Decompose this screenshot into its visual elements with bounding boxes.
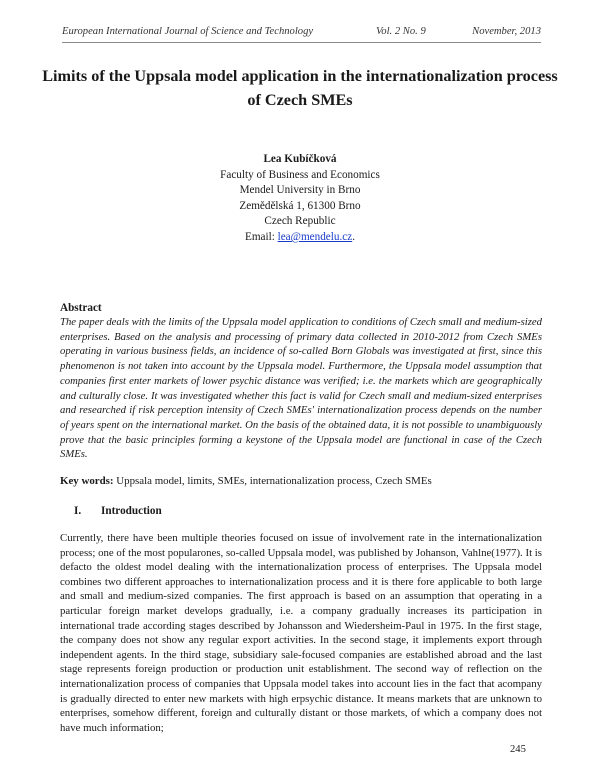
author-address: Zemědělská 1, 61300 Brno xyxy=(239,199,361,212)
email-link[interactable]: lea@mendelu.cz xyxy=(277,230,353,243)
page-number: 245 xyxy=(510,744,526,755)
keywords xyxy=(60,474,542,488)
email-suffix: . xyxy=(352,230,355,243)
author-email-line xyxy=(150,230,450,246)
journal-name: European International Journal of Science and Technology xyxy=(62,26,314,37)
section-number: I. xyxy=(74,505,82,517)
keywords-text: Uppsala model, limits, SMEs, internationalization process, Czech SMEs xyxy=(116,475,432,487)
introduction-paragraph: Currently, there have been multiple theories focused on issue of involvement rate in the internationalization process; one of the most popularones, so-called Uppsala model, was published by Johanson, Vahlne(1977). It is defacto the oldest model dealing with the internationalization process of enterprises. The Uppsala model combines two different approaches to internationalization process and it is there fore applicable to both large and small and medium-sized companies. The first approach is based on an assumption that operating in a particular foreign market develops gradually, i.e. a company gradually increases its participation in international trade according stages described by Johansson and Wiedersheim-Paul in 1975. In the first stage, the company does not show any regular export activities. In the second stage, it implements export through independent agents. In the third stage, subsidiary sale-focused companies are established abroad and the last stage represents foreign production or production unit establishment. The second way of reflection on the internationalization process of companies that Uppsala model takes into account lies in the fact that acompany is gradually directed to enter new markets with high erpsychic distance. It means markets that are unknown to enterprises, somehow different, foreign and culturally distant or those markets, of which a company does not have much information; xyxy=(60,532,542,734)
author-name: Lea Kubíčková xyxy=(263,153,337,165)
section-title: Introduction xyxy=(101,505,162,517)
issue-date: November, 2013 xyxy=(472,26,541,37)
author-university: Mendel University in Brno xyxy=(239,184,361,197)
keywords-label: Key words: xyxy=(60,475,114,487)
paper-title: Limits of the Uppsala model application in the internationalization process of Czech SMEs xyxy=(42,67,558,109)
abstract-text: The paper deals with the limits of the Uppsala model application to conditions of Czech small and medium-sized enterprises. Based on the analysis and processing of primary data collected in 2010-2012 from Czech SMEs operating in various business fields, an incidence of so-called Born Globals was investigated at first, since this phenomenon is not taken into account by the Uppsala model. Furthermore, the Uppsala model assumption that companies first enter markets of lower psychic distance was verified; i.e. the markets which are geographically and culturally close. It was investigated whether this fact is valid for Czech small and medium-sized enterprises and researched if risk perception intensity of Czech SMEs' internationalization process depends on the number of years spent on the international market. On the basis of the obtained data, it is not possible to unambiguously prove that the basic principles forming a keystone of the Uppsala model are functional in case of the Czech SMEs. xyxy=(60,316,542,461)
abstract-heading: Abstract xyxy=(60,302,102,314)
author-country: Czech Republic xyxy=(264,215,336,228)
header-divider xyxy=(62,42,541,43)
email-label: Email: xyxy=(244,230,275,243)
section-heading xyxy=(60,505,162,517)
author-block xyxy=(150,152,450,246)
author-faculty: Faculty of Business and Economics xyxy=(220,168,380,181)
volume-number: Vol. 2 No. 9 xyxy=(376,26,426,37)
running-header xyxy=(62,26,541,42)
